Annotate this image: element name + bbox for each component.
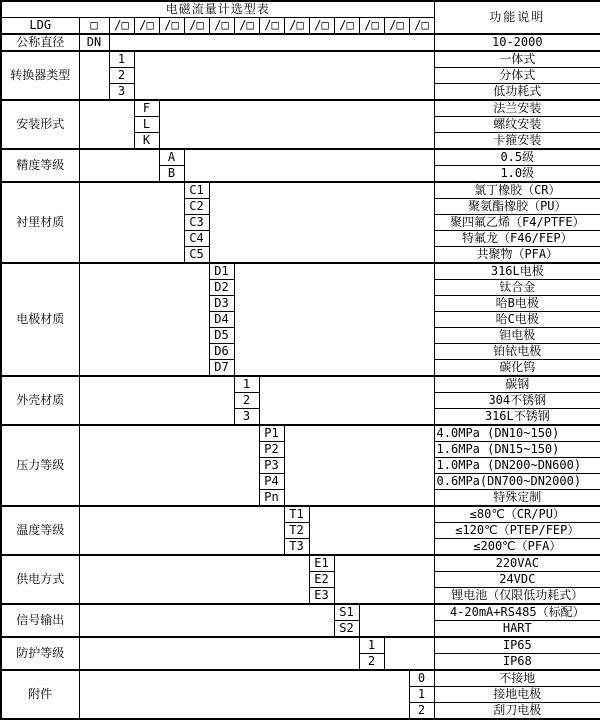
desc-cell: 316L不锈钢: [434, 409, 600, 426]
model-slot-box: /□: [159, 18, 184, 35]
blank-cell: [79, 182, 184, 263]
desc-cell: 0.6MPa(DN700~DN2000): [434, 474, 600, 490]
blank-cell: [79, 670, 409, 719]
blank-cell: [79, 506, 284, 555]
code-cell: P2: [259, 442, 284, 458]
blank-cell: [184, 149, 434, 182]
code-cell: 1: [234, 376, 259, 393]
code-cell: P4: [259, 474, 284, 490]
desc-cell: 316L电极: [434, 263, 600, 280]
code-cell: E2: [309, 572, 334, 588]
group-label: 供电方式: [1, 555, 79, 604]
model-slot-box: /□: [409, 18, 434, 35]
function-column-header: 功能说明: [434, 1, 600, 34]
code-cell: D6: [209, 344, 234, 360]
desc-cell: 碳化钨: [434, 360, 600, 377]
group-label: 衬里材质: [1, 182, 79, 263]
code-cell: L: [134, 117, 159, 133]
code-cell: D5: [209, 328, 234, 344]
desc-cell: 1.6MPa (DN15~150): [434, 442, 600, 458]
desc-cell: 一体式: [434, 51, 600, 68]
code-cell: 2: [109, 68, 134, 84]
model-slot-box: /□: [234, 18, 259, 35]
code-cell: C4: [184, 231, 209, 247]
code-cell: E1: [309, 555, 334, 572]
code-cell: E3: [309, 588, 334, 605]
model-prefix: LDG: [1, 18, 79, 35]
model-slot-box: /□: [384, 18, 409, 35]
code-cell: D3: [209, 296, 234, 312]
code-cell: D4: [209, 312, 234, 328]
code-cell: P1: [259, 425, 284, 442]
desc-cell: 304不锈钢: [434, 393, 600, 409]
code-cell: 1: [359, 637, 384, 654]
blank-cell: [79, 425, 259, 506]
desc-cell: 氯丁橡胶（CR）: [434, 182, 600, 199]
code-cell: B: [159, 166, 184, 183]
table-row: [1, 100, 600, 117]
model-slot-box: /□: [109, 18, 134, 35]
group-label: 转换器类型: [1, 51, 79, 100]
code-cell: K: [134, 133, 159, 150]
code-cell: C3: [184, 215, 209, 231]
group-label: 电极材质: [1, 263, 79, 376]
group-label: 温度等级: [1, 506, 79, 555]
model-slot-box: /□: [309, 18, 334, 35]
code-cell: 0: [409, 670, 434, 687]
code-cell: A: [159, 149, 184, 166]
code-cell: 3: [234, 409, 259, 426]
desc-cell: 4.0MPa (DN10~150): [434, 425, 600, 442]
model-slot-box: /□: [359, 18, 384, 35]
code-cell: T2: [284, 523, 309, 539]
blank-cell: [309, 506, 434, 555]
group-label: 信号输出: [1, 604, 79, 637]
table-title: 电磁流量计选型表: [1, 1, 434, 18]
code-cell: 1: [409, 687, 434, 703]
desc-cell: 碳钢: [434, 376, 600, 393]
model-slot-box: /□: [209, 18, 234, 35]
desc-cell: HART: [434, 621, 600, 638]
blank-cell: [234, 263, 434, 376]
desc-cell: 锂电池（仅限低功耗式）: [434, 588, 600, 605]
desc-cell: 1.0MPa (DN200~DN600): [434, 458, 600, 474]
code-cell: T3: [284, 539, 309, 556]
desc-cell: 低功耗式: [434, 84, 600, 101]
blank-cell: [284, 425, 434, 506]
desc-cell: 不接地: [434, 670, 600, 687]
table-row: [1, 555, 600, 572]
desc-cell: 法兰安装: [434, 100, 600, 117]
desc-cell: ≤120℃（PTEP/FEP）: [434, 523, 600, 539]
code-cell: 2: [359, 654, 384, 671]
desc-cell: 10-2000: [434, 34, 600, 51]
blank-cell: [259, 376, 434, 425]
blank-cell: [79, 149, 159, 182]
blank-cell: [209, 182, 434, 263]
group-label: 精度等级: [1, 149, 79, 182]
blank-cell: [79, 555, 309, 604]
desc-cell: ≤80℃（CR/PU）: [434, 506, 600, 523]
desc-cell: 哈B电极: [434, 296, 600, 312]
code-cell: F: [134, 100, 159, 117]
desc-cell: 4-20mA+RS485（标配）: [434, 604, 600, 621]
table-row: [1, 51, 600, 68]
code-cell: C5: [184, 247, 209, 264]
blank-cell: [79, 51, 109, 100]
code-cell: Pn: [259, 490, 284, 507]
model-slot-box: /□: [134, 18, 159, 35]
table-row: [1, 506, 600, 523]
desc-cell: 分体式: [434, 68, 600, 84]
code-cell: DN: [79, 34, 109, 51]
desc-cell: IP68: [434, 654, 600, 671]
desc-cell: 刮刀电极: [434, 703, 600, 720]
desc-cell: 钽电极: [434, 328, 600, 344]
blank-cell: [79, 637, 359, 670]
blank-cell: [79, 263, 209, 376]
code-cell: D2: [209, 280, 234, 296]
group-label: 压力等级: [1, 425, 79, 506]
code-cell: S2: [334, 621, 359, 638]
desc-cell: 220VAC: [434, 555, 600, 572]
code-cell: D7: [209, 360, 234, 377]
desc-cell: 1.0级: [434, 166, 600, 183]
desc-cell: 哈C电极: [434, 312, 600, 328]
table-row: [1, 637, 600, 654]
model-slot-box: /□: [334, 18, 359, 35]
desc-cell: ≤200℃（PFA）: [434, 539, 600, 556]
blank-cell: [359, 604, 434, 637]
code-cell: S1: [334, 604, 359, 621]
blank-cell: [134, 51, 434, 100]
table-row: [1, 182, 600, 199]
blank-cell: [334, 555, 434, 604]
desc-cell: 接地电极: [434, 687, 600, 703]
code-cell: P3: [259, 458, 284, 474]
blank-cell: [79, 604, 334, 637]
code-cell: C2: [184, 199, 209, 215]
model-slot-box: /□: [184, 18, 209, 35]
blank-cell: [384, 637, 434, 670]
blank-cell: [159, 100, 434, 149]
table-row: [1, 604, 600, 621]
desc-cell: 共聚物（PFA）: [434, 247, 600, 264]
desc-cell: 特氟龙（F46/FEP）: [434, 231, 600, 247]
group-label: 公称直径: [1, 34, 79, 51]
table-row: [1, 263, 600, 280]
model-slot-box: /□: [284, 18, 309, 35]
blank-cell: [79, 100, 134, 149]
code-cell: D1: [209, 263, 234, 280]
desc-cell: 卡箍安装: [434, 133, 600, 150]
desc-cell: 螺纹安装: [434, 117, 600, 133]
group-label: 安装形式: [1, 100, 79, 149]
table-row: [1, 425, 600, 442]
model-first-box: □: [79, 18, 109, 35]
code-cell: T1: [284, 506, 309, 523]
code-cell: C1: [184, 182, 209, 199]
blank-cell: [79, 376, 234, 425]
table-row: [1, 149, 600, 166]
desc-cell: 24VDC: [434, 572, 600, 588]
desc-cell: IP65: [434, 637, 600, 654]
group-label: 附件: [1, 670, 79, 719]
code-cell: 2: [234, 393, 259, 409]
code-cell: 3: [109, 84, 134, 101]
desc-cell: 聚四氟乙烯（F4/PTFE）: [434, 215, 600, 231]
table-row: [1, 670, 600, 687]
desc-cell: 钛合金: [434, 280, 600, 296]
table-row: [1, 376, 600, 393]
group-label: 防护等级: [1, 637, 79, 670]
selection-sections: [1, 34, 600, 719]
blank-cell: [109, 34, 434, 51]
table-row: [1, 34, 600, 51]
code-cell: 1: [109, 51, 134, 68]
desc-cell: 0.5级: [434, 149, 600, 166]
model-slot-box: /□: [259, 18, 284, 35]
group-label: 外壳材质: [1, 376, 79, 425]
desc-cell: 铂铱电极: [434, 344, 600, 360]
desc-cell: 聚氨酯橡胶（PU）: [434, 199, 600, 215]
desc-cell: 特殊定制: [434, 490, 600, 507]
code-cell: 2: [409, 703, 434, 720]
